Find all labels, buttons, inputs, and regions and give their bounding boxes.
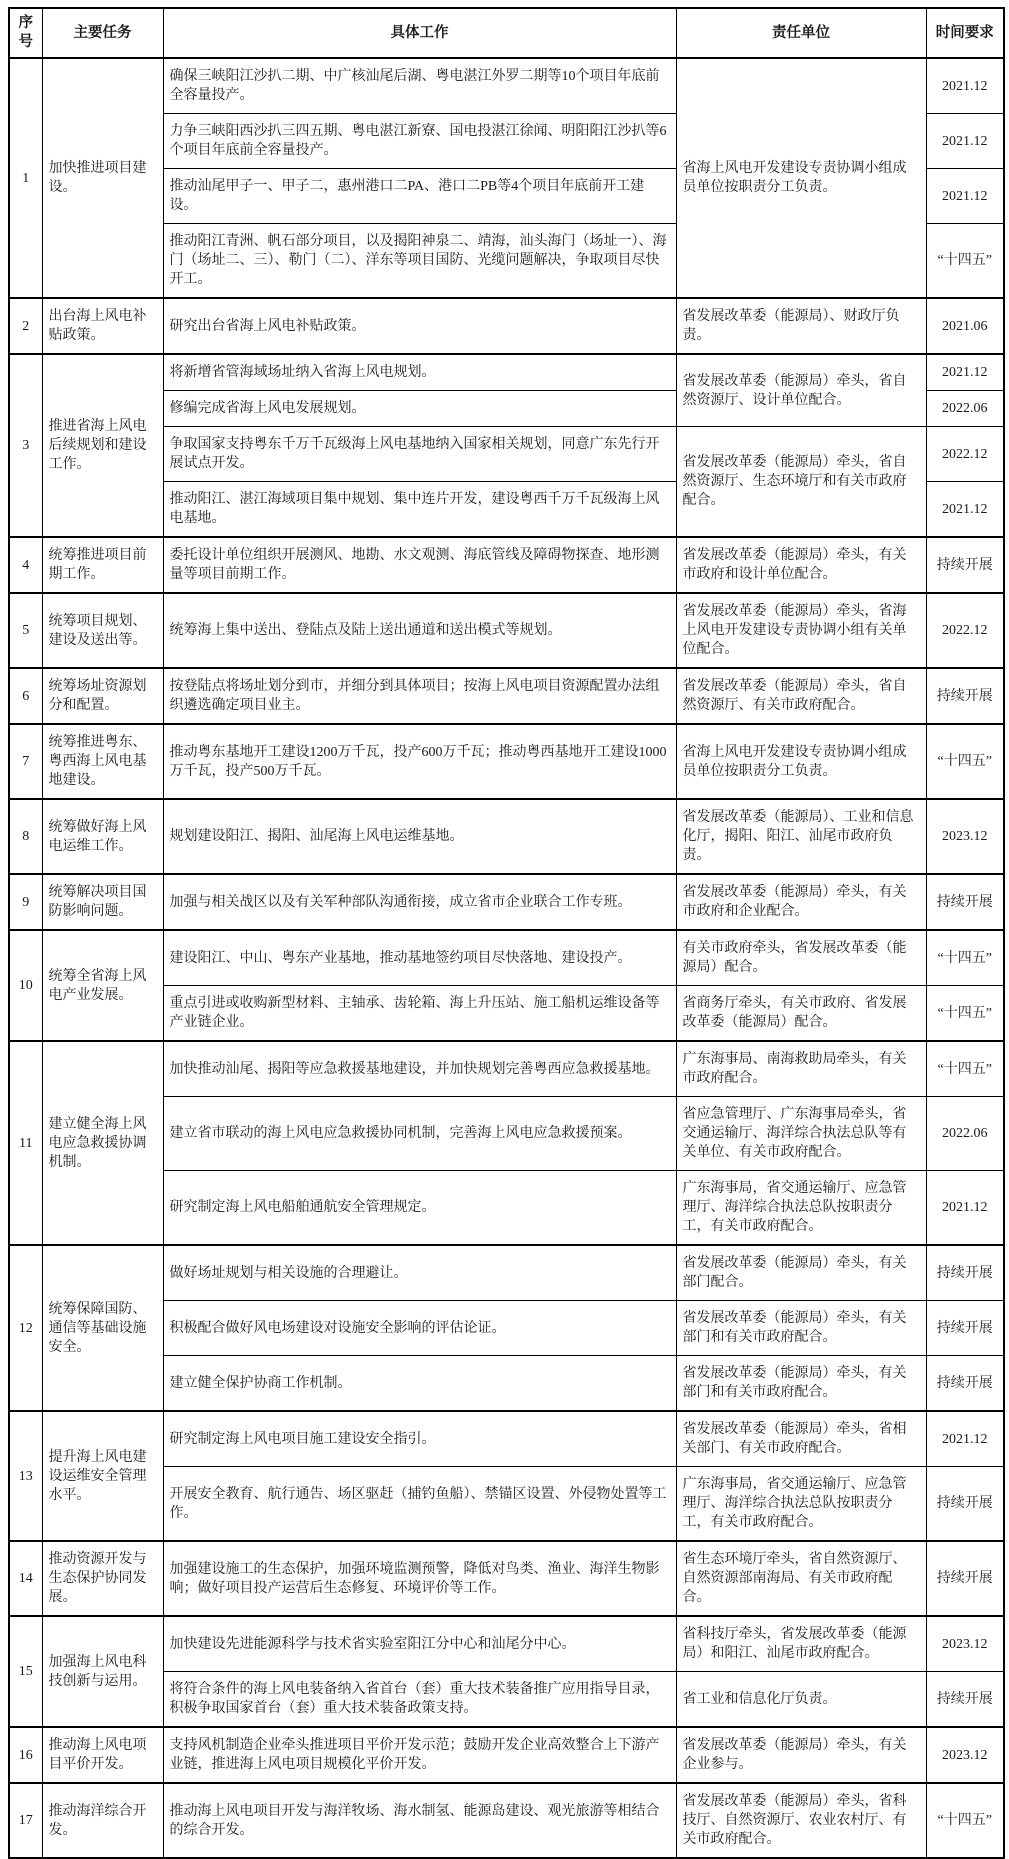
unit-cell: 省发展改革委（能源局）牵头，省相关部门、有关市政府配合。 [676, 1411, 926, 1467]
table-row [9, 724, 1004, 799]
unit-cell: 省商务厅牵头，有关市政府、省发展改革委（能源局）配合。 [676, 986, 926, 1042]
time-cell: 持续开展 [926, 668, 1004, 724]
row-num-cell: 5 [9, 593, 42, 668]
time-cell: 2021.12 [926, 1171, 1004, 1246]
row-num-cell: 6 [9, 668, 42, 724]
work-cell: 争取国家支持粤东千万千瓦级海上风电基地纳入国家相关规划，同意广东先行开展试点开发。 [163, 427, 676, 482]
time-cell: “十四五” [926, 986, 1004, 1042]
unit-cell: 省发展改革委（能源局）牵头，有关企业参与。 [676, 1727, 926, 1783]
work-plan-table [8, 7, 1005, 1859]
time-cell: 持续开展 [926, 1356, 1004, 1412]
table-row [9, 1783, 1004, 1858]
task-cell: 加快推进项目建设。 [42, 58, 163, 298]
time-cell: 2023.12 [926, 799, 1004, 874]
time-cell: 持续开展 [926, 874, 1004, 930]
table-row [9, 354, 1004, 391]
work-cell: 研究出台省海上风电补贴政策。 [163, 298, 676, 354]
time-cell: 2021.12 [926, 169, 1004, 224]
unit-cell: 省发展改革委（能源局）牵头，省海上风电开发建设专责协调小组有关单位配合。 [676, 593, 926, 668]
task-cell: 推动海上风电项目平价开发。 [42, 1727, 163, 1783]
task-cell: 加强海上风电科技创新与运用。 [42, 1616, 163, 1727]
table-row [9, 1616, 1004, 1672]
unit-cell: 省应急管理厅、广东海事局牵头，省交通运输厅、海洋综合执法总队等有关单位、有关市政府配合。 [676, 1097, 926, 1171]
row-num-cell: 3 [9, 354, 42, 537]
time-cell: 2021.12 [926, 1411, 1004, 1467]
row-num-cell: 10 [9, 930, 42, 1041]
unit-cell: 省海上风电开发建设专责协调小组成员单位按职责分工负责。 [676, 724, 926, 799]
unit-cell: 省发展改革委（能源局）牵头，有关部门和有关市政府配合。 [676, 1356, 926, 1412]
time-cell: “十四五” [926, 224, 1004, 299]
work-cell: 建立健全保护协商工作机制。 [163, 1356, 676, 1412]
task-cell: 统筹项目规划、建设及送出等。 [42, 593, 163, 668]
work-cell: 研究制定海上风电项目施工建设安全指引。 [163, 1411, 676, 1467]
time-cell: 持续开展 [926, 1672, 1004, 1728]
time-cell: “十四五” [926, 1783, 1004, 1858]
task-cell: 统筹推进粤东、粤西海上风电基地建设。 [42, 724, 163, 799]
time-cell: “十四五” [926, 1041, 1004, 1097]
unit-cell: 省发展改革委（能源局）牵头，有关市政府和设计单位配合。 [676, 537, 926, 593]
unit-cell: 广东海事局，省交通运输厅、应急管理厅、海洋综合执法总队按职责分工，有关市政府配合。 [676, 1171, 926, 1246]
work-cell: 建设阳江、中山、粤东产业基地，推动基地签约项目尽快落地、建设投产。 [163, 930, 676, 986]
row-num-cell: 7 [9, 724, 42, 799]
table-row [9, 593, 1004, 668]
work-cell: 重点引进或收购新型材料、主轴承、齿轮箱、海上升压站、施工船机运维设备等产业链企业。 [163, 986, 676, 1042]
work-cell: 将符合条件的海上风电装备纳入省首台（套）重大技术装备推广应用指导目录，积极争取国家首台（套）重大技术装备政策支持。 [163, 1672, 676, 1728]
time-cell: 持续开展 [926, 1301, 1004, 1356]
unit-cell: 省工业和信息化厅负责。 [676, 1672, 926, 1728]
row-num-cell: 12 [9, 1245, 42, 1411]
unit-cell: 有关市政府牵头，省发展改革委（能源局）配合。 [676, 930, 926, 986]
table-row [9, 1041, 1004, 1097]
work-cell: 支持风机制造企业牵头推进项目平价开发示范；鼓励开发企业高效整合上下游产业链，推进海上风电项目规模化平价开发。 [163, 1727, 676, 1783]
work-cell: 按登陆点将场址划分到市，并细分到具体项目；按海上风电项目资源配置办法组织遴选确定项目业主。 [163, 668, 676, 724]
task-cell: 推动海洋综合开发。 [42, 1783, 163, 1858]
work-cell: 修编完成省海上风电发展规划。 [163, 391, 676, 427]
work-cell: 推动海上风电项目开发与海洋牧场、海水制氢、能源岛建设、观光旅游等相结合的综合开发。 [163, 1783, 676, 1858]
work-cell: 开展安全教育、航行通告、场区驱赶（捕钓鱼船）、禁锚区设置、外侵物处置等工作。 [163, 1467, 676, 1542]
unit-cell: 省发展改革委（能源局）牵头，有关市政府和企业配合。 [676, 874, 926, 930]
work-cell: 力争三峡阳西沙扒三四五期、粤电湛江新寮、国电投湛江徐闻、明阳阳江沙扒等6个项目年底前全容量投产。 [163, 114, 676, 169]
table-row [9, 58, 1004, 114]
time-cell: 持续开展 [926, 1245, 1004, 1301]
unit-cell: 省发展改革委（能源局）、财政厅负责。 [676, 298, 926, 354]
unit-cell: 省发展改革委（能源局）牵头，有关部门和有关市政府配合。 [676, 1301, 926, 1356]
table-row [9, 1541, 1004, 1616]
time-cell: 2021.12 [926, 114, 1004, 169]
time-cell: 持续开展 [926, 1541, 1004, 1616]
time-cell: 2022.12 [926, 593, 1004, 668]
unit-cell: 省发展改革委（能源局）、工业和信息化厅，揭阳、阳江、汕尾市政府负责。 [676, 799, 926, 874]
header-time: 时间要求 [926, 8, 1004, 58]
header-unit: 责任单位 [676, 8, 926, 58]
row-num-cell: 8 [9, 799, 42, 874]
work-cell: 加强建设施工的生态保护，加强环境监测预警，降低对鸟类、渔业、海洋生物影响；做好项目投产运营后生态修复、环境评价等工作。 [163, 1541, 676, 1616]
row-num-cell: 14 [9, 1541, 42, 1616]
task-cell: 统筹做好海上风电运维工作。 [42, 799, 163, 874]
time-cell: 2023.12 [926, 1727, 1004, 1783]
work-cell: 研究制定海上风电船舶通航安全管理规定。 [163, 1171, 676, 1246]
unit-cell: 广东海事局、南海救助局牵头，有关市政府配合。 [676, 1041, 926, 1097]
table-row [9, 537, 1004, 593]
unit-cell: 省发展改革委（能源局）牵头，省自然资源厅、生态环境厅和有关市政府配合。 [676, 427, 926, 538]
unit-cell: 广东海事局，省交通运输厅、应急管理厅、海洋综合执法总队按职责分工，有关市政府配合。 [676, 1467, 926, 1542]
work-cell: 统筹海上集中送出、登陆点及陆上送出通道和送出模式等规划。 [163, 593, 676, 668]
header-seq: 序号 [9, 8, 42, 58]
work-cell: 推动汕尾甲子一、甲子二，惠州港口二PA、港口二PB等4个项目年底前开工建设。 [163, 169, 676, 224]
time-cell: 2022.12 [926, 427, 1004, 482]
row-num-cell: 4 [9, 537, 42, 593]
task-cell: 统筹场址资源划分和配置。 [42, 668, 163, 724]
row-num-cell: 13 [9, 1411, 42, 1541]
table-row [9, 930, 1004, 986]
time-cell: 2021.12 [926, 482, 1004, 538]
header-row [9, 8, 1004, 58]
unit-cell: 省科技厅牵头，省发展改革委（能源局）和阳江、汕尾市政府配合。 [676, 1616, 926, 1672]
work-cell: 推动阳江、湛江海域项目集中规划、集中连片开发，建设粤西千万千瓦级海上风电基地。 [163, 482, 676, 538]
table-row [9, 799, 1004, 874]
task-cell: 推进省海上风电后续规划和建设工作。 [42, 354, 163, 537]
unit-cell: 省发展改革委（能源局）牵头，有关部门配合。 [676, 1245, 926, 1301]
work-cell: 推动阳江青洲、帆石部分项目，以及揭阳神泉二、靖海，汕头海门（场址一）、海门（场址二、三）、勒门（二）、洋东等项目国防、光缆问题解决，争取项目尽快开工。 [163, 224, 676, 299]
unit-cell: 省海上风电开发建设专责协调小组成员单位按职责分工负责。 [676, 58, 926, 298]
header-task: 主要任务 [42, 8, 163, 58]
work-cell: 推动粤东基地开工建设1200万千瓦，投产600万千瓦；推动粤西基地开工建设1000万千瓦，投产500万千瓦。 [163, 724, 676, 799]
time-cell: 持续开展 [926, 537, 1004, 593]
work-cell: 做好场址规划与相关设施的合理避让。 [163, 1245, 676, 1301]
unit-cell: 省发展改革委（能源局）牵头，省自然资源厅、有关市政府配合。 [676, 668, 926, 724]
time-cell: 2021.12 [926, 354, 1004, 391]
time-cell: “十四五” [926, 724, 1004, 799]
work-cell: 建立省市联动的海上风电应急救援协同机制，完善海上风电应急救援预案。 [163, 1097, 676, 1171]
table-row [9, 1411, 1004, 1467]
table-row [9, 298, 1004, 354]
row-num-cell: 17 [9, 1783, 42, 1858]
work-cell: 确保三峡阳江沙扒二期、中广核汕尾后湖、粤电湛江外罗二期等10个项目年底前全容量投产。 [163, 58, 676, 114]
work-cell: 委托设计单位组织开展测风、地勘、水文观测、海底管线及障碍物探查、地形测量等项目前期工作。 [163, 537, 676, 593]
time-cell: 2021.12 [926, 58, 1004, 114]
work-cell: 积极配合做好风电场建设对设施安全影响的评估论证。 [163, 1301, 676, 1356]
task-cell: 统筹推进项目前期工作。 [42, 537, 163, 593]
work-cell: 将新增省管海域场址纳入省海上风电规划。 [163, 354, 676, 391]
task-cell: 出台海上风电补贴政策。 [42, 298, 163, 354]
table-row [9, 874, 1004, 930]
task-cell: 推动资源开发与生态保护协同发展。 [42, 1541, 163, 1616]
task-cell: 统筹解决项目国防影响问题。 [42, 874, 163, 930]
row-num-cell: 9 [9, 874, 42, 930]
work-cell: 加快建设先进能源科学与技术省实验室阳江分中心和汕尾分中心。 [163, 1616, 676, 1672]
time-cell: 2022.06 [926, 391, 1004, 427]
table-row [9, 1727, 1004, 1783]
row-num-cell: 11 [9, 1041, 42, 1245]
row-num-cell: 15 [9, 1616, 42, 1727]
time-cell: 2022.06 [926, 1097, 1004, 1171]
time-cell: 2023.12 [926, 1616, 1004, 1672]
row-num-cell: 2 [9, 298, 42, 354]
row-num-cell: 1 [9, 58, 42, 298]
task-cell: 统筹保障国防、通信等基础设施安全。 [42, 1245, 163, 1411]
time-cell: 2021.06 [926, 298, 1004, 354]
task-cell: 提升海上风电建设运维安全管理水平。 [42, 1411, 163, 1541]
work-cell: 加快推动汕尾、揭阳等应急救援基地建设，并加快规划完善粤西应急救援基地。 [163, 1041, 676, 1097]
header-work: 具体工作 [163, 8, 676, 58]
unit-cell: 省发展改革委（能源局）牵头，省自然资源厅、设计单位配合。 [676, 354, 926, 427]
row-num-cell: 16 [9, 1727, 42, 1783]
task-cell: 建立健全海上风电应急救援协调机制。 [42, 1041, 163, 1245]
table-row [9, 668, 1004, 724]
work-cell: 规划建设阳江、揭阳、汕尾海上风电运维基地。 [163, 799, 676, 874]
work-cell: 加强与相关战区以及有关军种部队沟通衔接，成立省市企业联合工作专班。 [163, 874, 676, 930]
table-row [9, 1245, 1004, 1301]
time-cell: 持续开展 [926, 1467, 1004, 1542]
time-cell: “十四五” [926, 930, 1004, 986]
task-cell: 统筹全省海上风电产业发展。 [42, 930, 163, 1041]
unit-cell: 省发展改革委（能源局）牵头，省科技厅、自然资源厅、农业农村厅、有关市政府配合。 [676, 1783, 926, 1858]
unit-cell: 省生态环境厅牵头，省自然资源厅、自然资源部南海局、有关市政府配合。 [676, 1541, 926, 1616]
